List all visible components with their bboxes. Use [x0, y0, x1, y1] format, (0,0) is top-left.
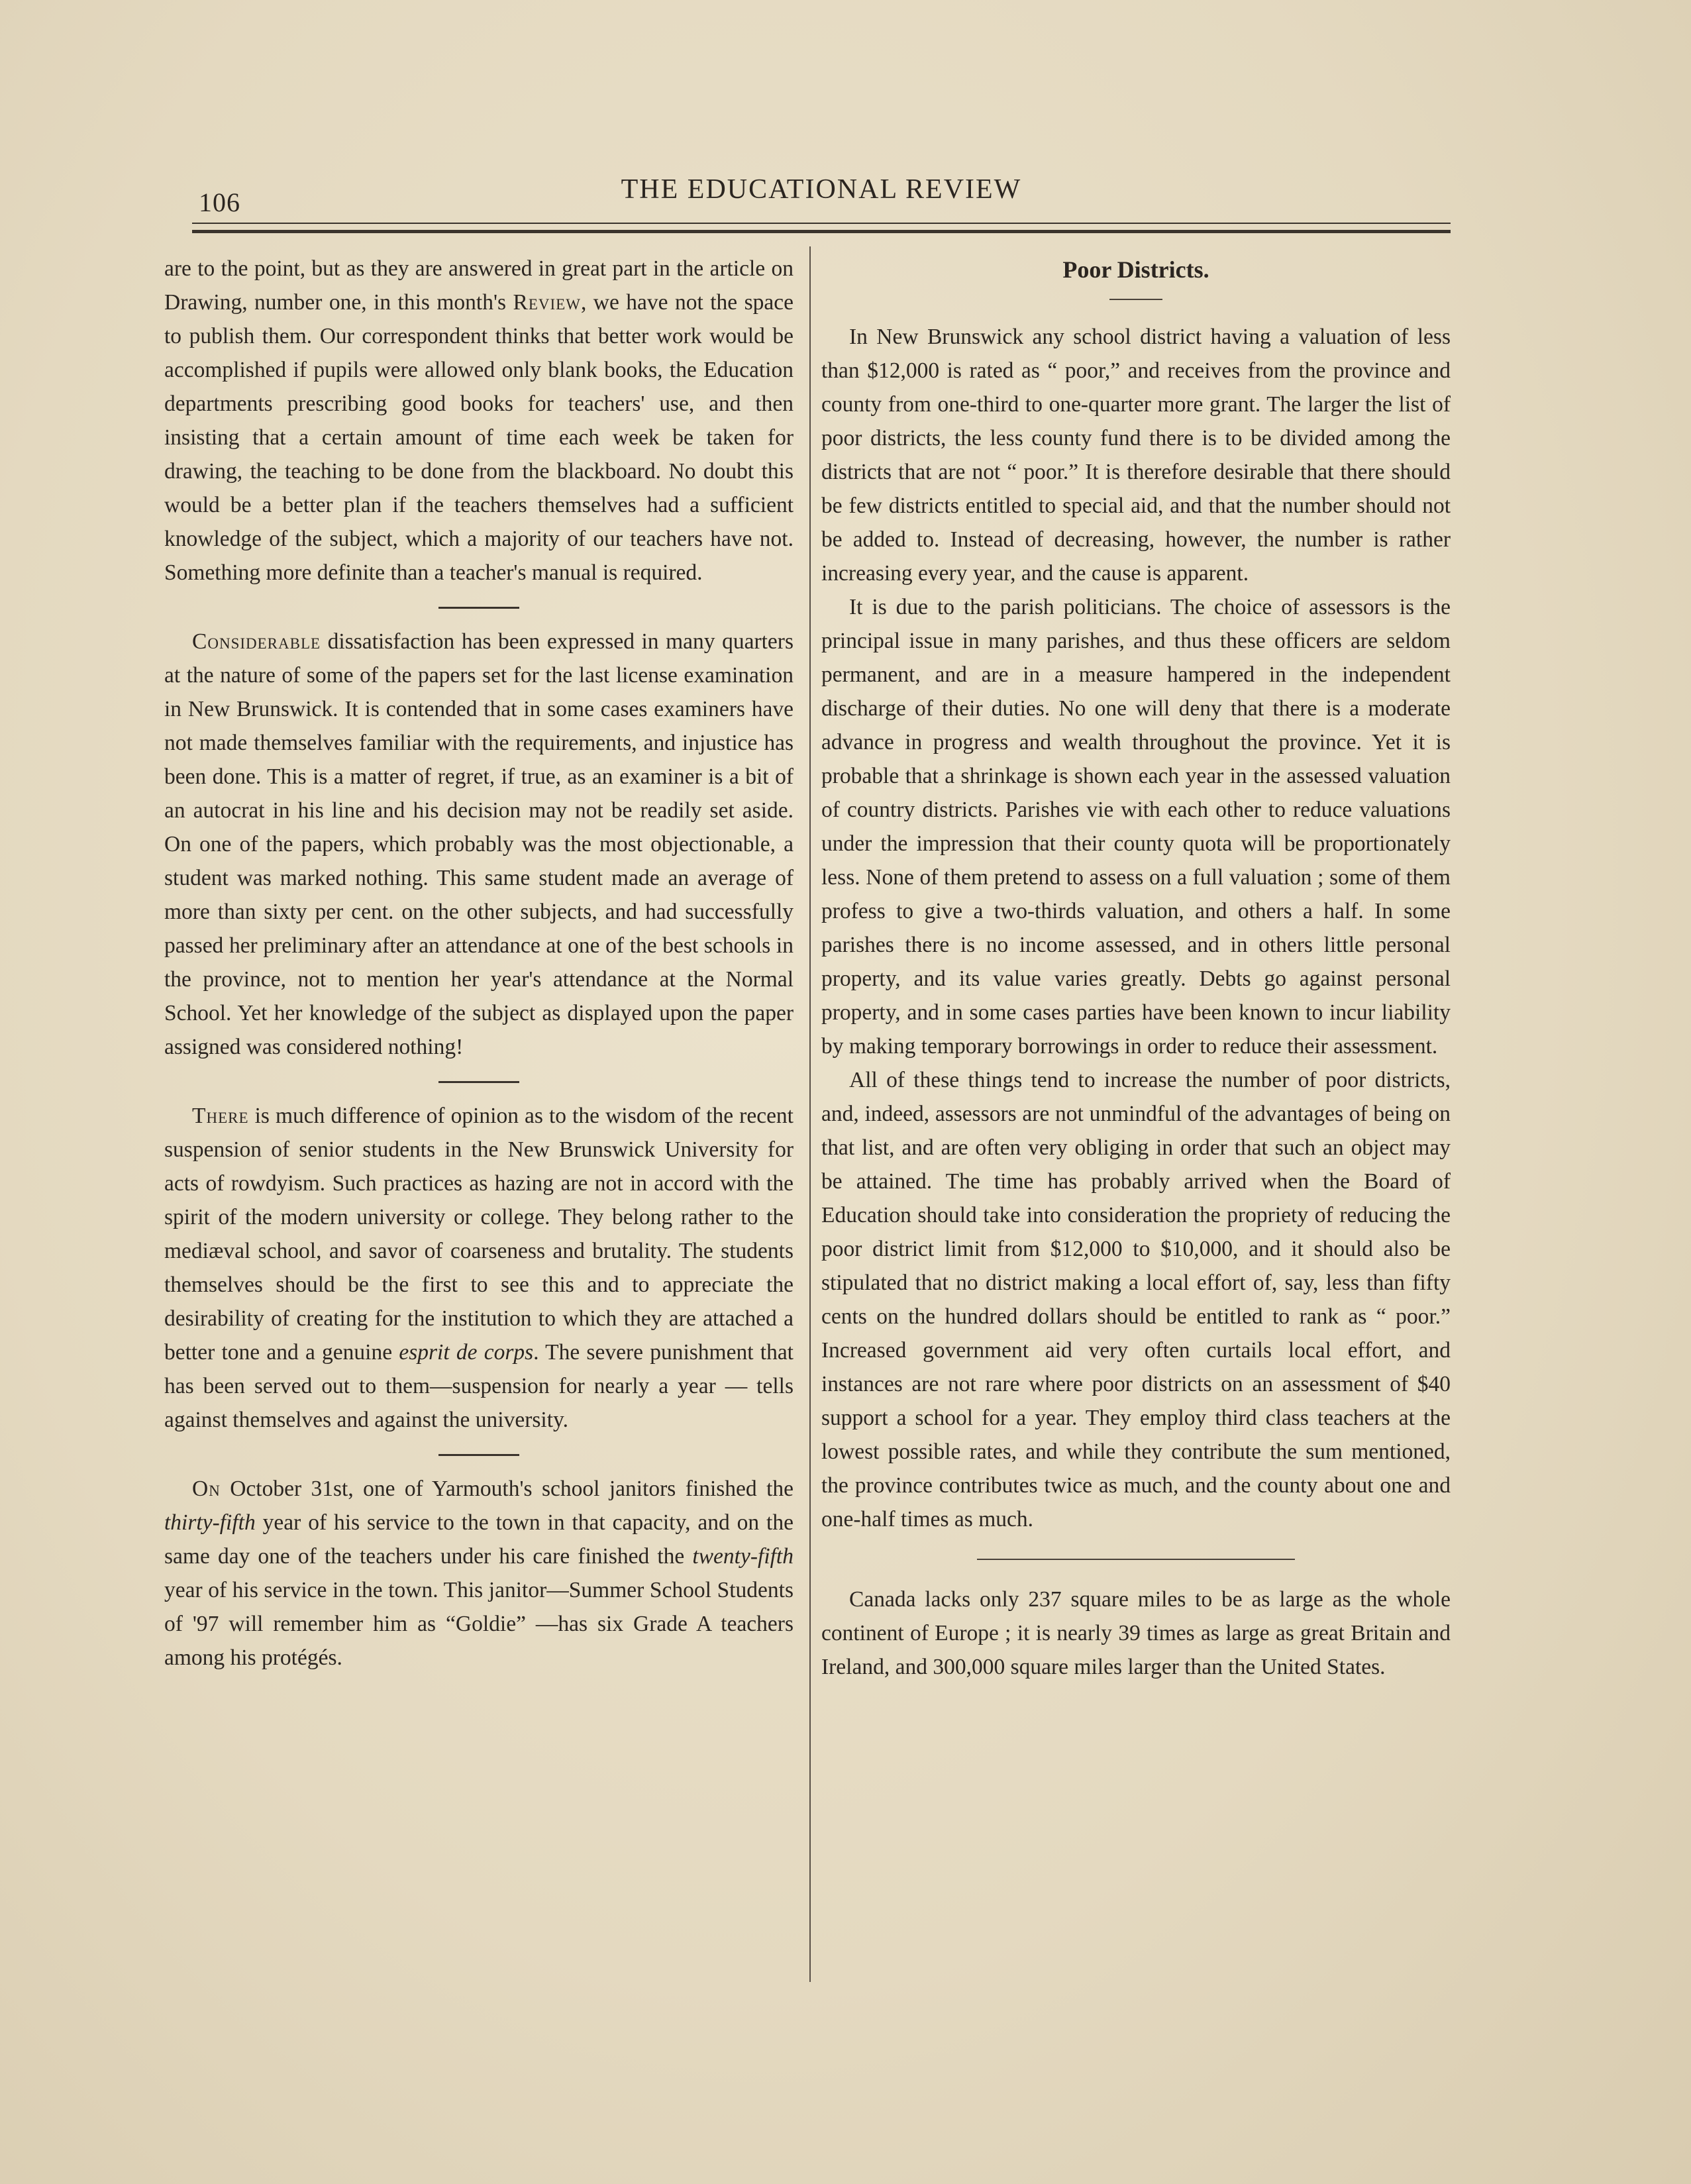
poor-districts-paragraph-3: All of these things tend to increase the number of poor districts, and, indeed, assessors are not unmindful of the advantages of being on that list, and are often very obliging in order that such an object may be attained. The time has probably arrived when the Board of Education should take into consideration the propriety of reducing the poor district limit from $12,000 to $10,000, and it should also be stipulated that no district making a local effort of, say, less than fifty cents on the hundred dollars should be entitled to rank as “ poor.” Increased government aid very often curtails local effort, and instances are not rare where poor districts on an assessment of $40 support a school for a year. They employ third class teachers at the lowest possible rates, and while they contribute the sum mentioned, the province contributes twice as much, and the county about one and one-half times as much.: [821, 1068, 1451, 1532]
yarmouth-janitor-paragraph: On October 31st, one of Yarmouth's school janitors finished the thirty-fifth year of his service to the town in that capacity, and on the same day one of the teachers under his care finished the twenty-fifth year of his service in the town. This janitor—Summer School Students of '97 will remember him as “Goldie” —has six Grade A teachers among his protégés.: [164, 1477, 794, 1670]
separator: [438, 607, 519, 609]
poor-districts-paragraph-1: In New Brunswick any school district having a valuation of less than $12,000 is rated as “ poor,” and receives from the province and county from one-third to one-quarter more grant. The larger the list of poor districts, the less county fund there is to be divided among the districts that are not “ poor.” It is therefore desirable that there should be few districts entitled to special aid, and that the number should not be added to. Instead of decreasing, however, the number is rather increasing every year, and the cause is apparent.: [821, 325, 1451, 586]
canada-paragraph: Canada lacks only 237 square miles to be as large as the whole continent of Europe ; it is nearly 39 times as large as great Britain and Ireland, and 300,000 square miles larger than the United States.: [821, 1587, 1451, 1679]
page-number: 106: [199, 187, 240, 217]
running-title: THE EDUCATIONAL REVIEW: [621, 174, 1022, 205]
right-column: [821, 252, 1451, 1684]
page-header: [192, 174, 1451, 217]
title-separator: [1109, 299, 1162, 300]
section-title: Poor Districts.: [1062, 256, 1209, 283]
drawing-paragraph: are to the point, but as they are answered in great part in the article on Drawing, number one, in this month's Review, we have not the space to publish them. Our correspondent thinks that better work would be accomplished if pupils were allowed only blank books, the Education departments prescribing good books for teachers' use, and then insisting that a certain amount of time each week be taken for drawing, the teaching to be done from the blackboard. No doubt this would be a better plan if the teachers themselves had a sufficient knowledge of the subject, which a majority of our teachers have not. Something more definite than a teacher's manual is required.: [164, 256, 794, 585]
header-rule-thin: [192, 223, 1451, 224]
separator: [438, 1081, 519, 1083]
left-column: [164, 252, 794, 1675]
license-examination-paragraph: Considerable dissatisfaction has been expressed in many quarters at the nature of some of the papers set for the last license examination in New Brunswick. It is contended that in some cases examiners have not made themselves familiar with the requirements, and injustice has been done. This is a matter of regret, if true, as an examiner is a bit of an autocrat in his line and his decision may not be readily set aside. On one of the papers, which probably was the most objectionable, a student was marked nothing. This same student made an average of more than sixty per cent. on the other subjects, and had successfully passed her preliminary after an attendance at one of the best schools in the province, not to mention her year's attendance at the Normal School. Yet her knowledge of the subject as displayed upon the paper assigned was considered nothing!: [164, 629, 794, 1059]
university-suspension-paragraph: There is much difference of opinion as to the wisdom of the recent suspension of senior students in the New Brunswick University for acts of rowdyism. Such practices as hazing are not in accord with the spirit of the modern university or college. They belong rather to the mediæval school, and savor of coarseness and brutality. The students themselves should be the first to see this and to appreciate the desirability of creating for the institution to which they are attached a better tone and a genuine esprit de corps. The severe punishment that has been served out to them—suspension for nearly a year — tells against themselves and against the university.: [164, 1104, 794, 1432]
column-divider: [809, 246, 811, 1982]
header-rule-thick: [192, 230, 1451, 233]
poor-districts-paragraph-2: It is due to the parish politicians. The choice of assessors is the principal issue in many parishes, and thus these officers are seldom permanent, and are in a measure hampered in the independent discharge of their duties. No one will deny that there is a moderate advance in progress and wealth throughout the province. Yet it is probable that a shrinkage is shown each year in the assessed valuation of country districts. Parishes vie with each other to reduce valuations under the impression that their county quota will be proportionately less. None of them pretend to assess on a full valuation ; some of them profess to give a two-thirds valuation, and others a half. In some parishes there is no income assessed, and in others little personal property, and its value varies greatly. Debts go against personal property, and in some cases parties have been known to incur liability by making temporary borrowings in order to reduce their assessment.: [821, 595, 1451, 1059]
separator: [438, 1454, 519, 1456]
separator: [977, 1559, 1295, 1560]
